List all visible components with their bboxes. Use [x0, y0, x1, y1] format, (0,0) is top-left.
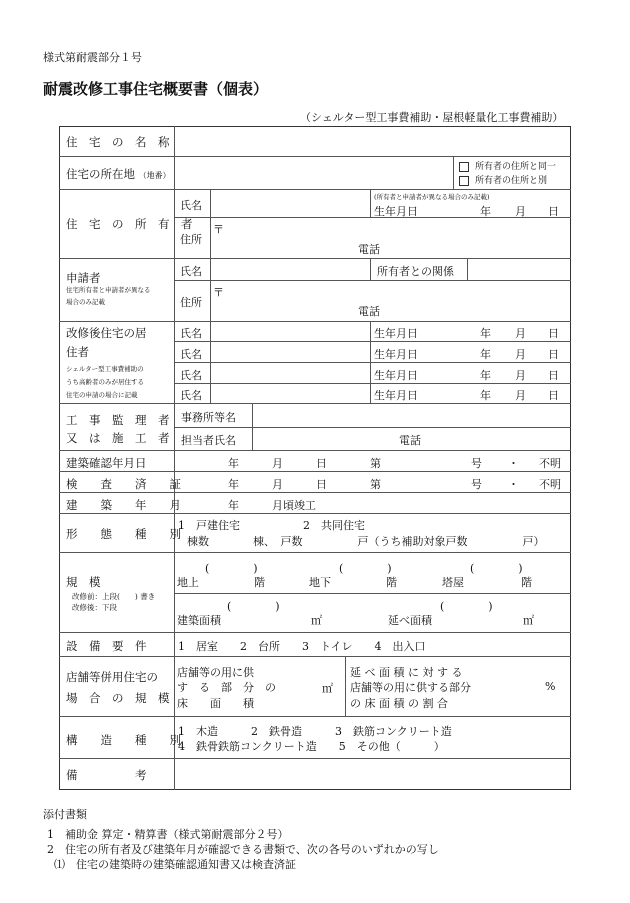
resident-year: 年 — [480, 369, 491, 382]
above-floors: 階 — [254, 576, 265, 589]
scale-note-2: 改修後：下段 — [72, 603, 117, 612]
applicant-postal: 〒 — [213, 286, 224, 299]
shop-ratio-unit: % — [545, 680, 556, 693]
label-supervisor-1: 工 事 監 理 者 — [66, 413, 170, 427]
label-equipment: 設 備 要 件 — [66, 639, 147, 653]
resident-birth-label: 生年月日 — [374, 389, 418, 402]
shop-area-unit: ㎡ — [322, 682, 333, 695]
resident-note-3: 住宅の申請の場合に記載 — [66, 391, 138, 399]
house-location-field[interactable] — [178, 159, 450, 187]
attachments-title: 添付書類 — [43, 808, 87, 821]
applicant-name-label: 氏名 — [180, 265, 202, 278]
option-detached[interactable]: 1 戸建住宅 — [178, 519, 240, 532]
attachment-2: 2 住宅の所有者及び建築年月が確認できる書類で、次の各号のいずれかの写し — [47, 843, 439, 856]
label-structure: 構 造 種 別 — [66, 733, 181, 747]
label-owner: 住 宅 の 所 有 者 — [66, 217, 193, 231]
label-resident-1: 改修後住宅の居 — [66, 326, 147, 340]
resident-month: 月 — [515, 348, 526, 361]
resident-birth-label: 生年月日 — [374, 369, 418, 382]
built-year: 年 — [228, 499, 239, 512]
resident-name-label: 氏名 — [180, 327, 202, 340]
resident-year: 年 — [480, 389, 491, 402]
label-house-location: 住宅の所在地 （地番） — [66, 167, 171, 181]
confirm-go: 号 — [471, 457, 482, 470]
form-number: 様式第耐震部分１号 — [43, 51, 142, 64]
confirm-dai: 第 — [370, 457, 381, 470]
applicant-phone: 電話 — [358, 305, 380, 318]
resident-day: 日 — [548, 327, 559, 340]
floor-area-label: 延べ面積 — [388, 614, 432, 627]
building-area-unit: ㎡ — [311, 614, 322, 627]
option-different-address[interactable]: 所有者の住所と別 — [459, 173, 547, 186]
inspection-month: 月 — [272, 478, 283, 491]
scale-note-1: 改修前：上段( ) 書き — [72, 592, 156, 601]
relation-label: 所有者との関係 — [377, 265, 454, 278]
penthouse-floors: 階 — [521, 576, 532, 589]
resident-year: 年 — [480, 327, 491, 340]
shop-area-text-2: す る 部 分 の — [177, 681, 276, 694]
structure-line-1: 1 木造 2 鉄骨造 3 鉄筋コンクリート造 — [178, 725, 452, 738]
penthouse-label: 塔屋 — [442, 576, 464, 589]
inspection-dai: 第 — [370, 478, 381, 491]
above-label: 地上 — [177, 576, 199, 589]
below-floors: 階 — [386, 576, 397, 589]
equipment-items: 1 居室 2 台所 3 トイレ 4 出入口 — [178, 640, 426, 653]
inspection-year: 年 — [228, 478, 239, 491]
owner-address-label: 住所 — [180, 233, 202, 246]
label-built: 建 築 年 月 — [66, 498, 181, 512]
building-area-label: 建築面積 — [177, 614, 221, 627]
page-subtitle: （シェルター型工事費補助・屋根軽量化工事費補助） — [300, 111, 564, 124]
checkbox-same[interactable] — [459, 162, 469, 172]
label-supervisor-2: 又 は 施 工 者 — [66, 431, 170, 445]
penthouse-before: ( ) — [470, 562, 523, 575]
attachment-1: 1 補助金 算定・精算書（様式第耐震部分２号） — [47, 828, 289, 841]
resident-name-label: 氏名 — [180, 389, 202, 402]
floor-area-unit: ㎡ — [523, 614, 534, 627]
resident-month: 月 — [515, 369, 526, 382]
inspection-day: 日 — [316, 478, 327, 491]
option-same-address[interactable]: 所有者の住所と同一 — [459, 159, 556, 172]
confirm-month: 月 — [272, 457, 283, 470]
owner-birth-label: 生年月日 — [374, 205, 418, 218]
label-resident-2: 住者 — [66, 345, 89, 359]
owner-note: (所有者と申請者が異なる場合のみ記載) — [374, 193, 490, 201]
checkbox-different[interactable] — [459, 176, 469, 186]
resident-note-2: うち高齢者のみが居住する — [66, 378, 144, 386]
resident-name-label: 氏名 — [180, 348, 202, 361]
inspection-unknown[interactable]: 不明 — [539, 478, 561, 491]
owner-postal: 〒 — [213, 223, 224, 236]
shop-area-text-3: 床 面 積 — [177, 697, 254, 710]
option-shared[interactable]: 2 共同住宅 — [303, 519, 365, 532]
office-label: 事務所等名 — [181, 411, 236, 424]
applicant-note-1: 住宅所有者と申請者が異なる — [66, 286, 151, 294]
resident-month: 月 — [515, 327, 526, 340]
supervisor-phone: 電話 — [399, 434, 421, 447]
shop-ratio-text-3: の 床 面 積 の 割 合 — [350, 697, 448, 710]
label-remarks: 備 考 — [66, 768, 147, 782]
shop-area-text-1: 店舗等の用に供 — [177, 666, 254, 679]
label-scale: 規 模 — [66, 575, 101, 589]
confirm-year: 年 — [228, 457, 239, 470]
confirm-unknown[interactable]: 不明 — [539, 457, 561, 470]
shop-ratio-text-2: 店舗等の用に供する部分 — [350, 681, 471, 694]
label-inspection: 検 査 済 証 — [66, 477, 181, 491]
floor-area-before: ( ) — [440, 600, 493, 613]
resident-birth-label: 生年月日 — [374, 348, 418, 361]
applicant-address-label: 住所 — [180, 296, 202, 309]
applicant-note-2: 場合のみ記載 — [66, 298, 105, 306]
built-circa: 月頃竣工 — [272, 499, 316, 512]
resident-month: 月 — [515, 389, 526, 402]
owner-phone: 電話 — [358, 243, 380, 256]
resident-name-label: 氏名 — [180, 369, 202, 382]
structure-line-2: 4 鉄骨鉄筋コンクリート造 5 その他（ ） — [178, 740, 445, 753]
resident-day: 日 — [548, 369, 559, 382]
below-before: ( ) — [339, 562, 392, 575]
owner-birth-year: 年 — [480, 205, 491, 218]
page-title: 耐震改修工事住宅概要書（個表） — [43, 80, 269, 98]
resident-year: 年 — [480, 348, 491, 361]
resident-day: 日 — [548, 389, 559, 402]
resident-day: 日 — [548, 348, 559, 361]
inspection-go: 号 — [471, 478, 482, 491]
owner-name-label: 氏名 — [180, 199, 202, 212]
resident-birth-label: 生年月日 — [374, 327, 418, 340]
below-label: 地下 — [309, 576, 331, 589]
label-form-type: 形 態 種 別 — [66, 527, 181, 541]
label-shop-1: 店舗等併用住宅の — [66, 670, 158, 684]
remarks-field[interactable] — [178, 761, 568, 787]
attachment-2-1: ⑴ 住宅の建築時の建築確認通知書又は検査済証 — [54, 858, 296, 871]
label-shop-2: 場 合 の 規 模 — [66, 691, 170, 705]
units-line: 棟数 棟、 戸数 戸（うち補助対象戸数 戸） — [187, 535, 545, 548]
building-area-before: ( ) — [227, 600, 280, 613]
label-house-name: 住 宅 の 名 称 — [66, 135, 170, 149]
confirm-dot: ・ — [508, 457, 519, 470]
owner-birth-month: 月 — [515, 205, 526, 218]
confirm-day: 日 — [316, 457, 327, 470]
label-confirm-date: 建築確認年月日 — [66, 456, 147, 470]
shop-ratio-text-1: 延 べ 面 積 に 対 す る — [350, 666, 463, 679]
inspection-dot: ・ — [508, 478, 519, 491]
above-before: ( ) — [205, 562, 258, 575]
resident-note-1: シェルター型工事費補助の — [66, 365, 144, 373]
label-applicant: 申請者 — [66, 271, 101, 285]
house-name-field[interactable] — [178, 130, 568, 154]
person-label: 担当者氏名 — [181, 434, 236, 447]
owner-birth-day: 日 — [548, 205, 559, 218]
